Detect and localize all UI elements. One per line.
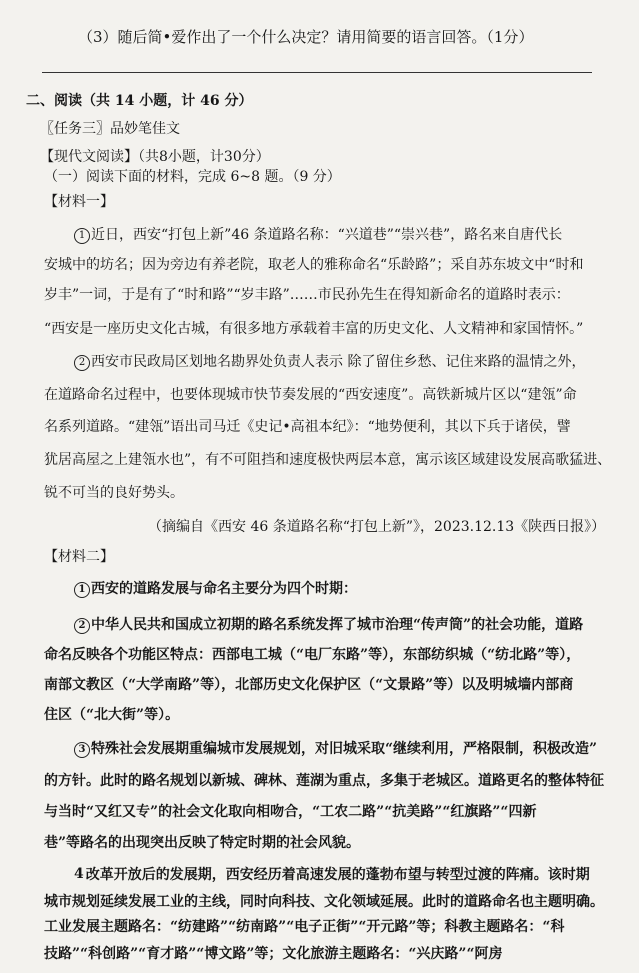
task-title: 〖任务三〗品妙笔佳文 <box>40 121 180 137</box>
paragraph-number: 1 <box>74 582 90 598</box>
modern-reading-title: 【现代文阅读】（共8小题，计30分） <box>40 149 270 165</box>
paragraph-number: 3 <box>74 742 90 758</box>
m2-p2-line-4: 住区（“北大街”等）。 <box>44 707 180 723</box>
m2-p1-line-1: 1 西安的道路发展与命名主要分为四个时期： <box>74 580 357 598</box>
material-one-label: 【材料一】 <box>44 194 114 210</box>
m2-p3-line-2: 的方针。此时的路名规划以新城、碑林、莲湖为重点，多集于老城区。道路更名的整体特征 <box>44 773 604 789</box>
section-heading: 二、阅读（共 14 小题，计 46 分） <box>26 93 253 109</box>
m1-p2-line-5: 锐不可当的良好势头。 <box>44 485 184 501</box>
m1-p2-line-4: 犹居高屋之上建瓴水也”，有不可阻挡和速度极快两层本意，寓示该区域建设发展高歌猛进、 <box>44 452 612 468</box>
m2-p4-line-1: 4 改革开放后的发展期，西安经历着高速发展的蓬勃布望与转型过渡的阵痛。该时期 <box>74 866 590 883</box>
m1-p1-line-1: 1 近日，西安“打包上新”46 条道路名称：“兴道巷”“崇兴巷”，路名来自唐代长 <box>74 226 562 244</box>
m1-p1-line-3: 岁丰”一词，于是有了“时和路”“岁丰路”……市民孙先生在得知新命名的道路时表示： <box>44 287 570 303</box>
answer-line <box>42 72 592 73</box>
m2-p4-line-2: 城市规划延续发展工业的主线，同时向科技、文化领域延展。此时的道路命名也主题明确。 <box>44 894 604 910</box>
paragraph-number: 4 <box>74 866 84 882</box>
m2-p2-line-2: 命名反映各个功能区特点：西部电工城（“电厂东路”等），东部纺织城（“纺北路”等）， <box>44 647 581 663</box>
m1-p2-line-3: 名系列道路。“建瓴”语出司马迁《史记•高祖本纪》：“地势便利，其以下兵于诸侯，譬 <box>44 419 571 435</box>
m2-p2-line-3: 南部文教区（“大学南路”等），北部历史文化保护区（“文景路”等）以及明城墙内部商 <box>44 677 574 693</box>
m2-p3-line-3: 与当时“又红又专”的社会文化取向相吻合，“工农二路”“抗美路”“红旗路”“四新 <box>44 804 537 820</box>
m1-p2-line-1: 2 西安市民政局区划地名勘界处负责人表示 除了留住乡愁、记住来路的温情之外， <box>74 353 585 371</box>
m1-p1-line-2: 安城中的坊名；因为旁边有养老院，取老人的雅称命名“乐龄路”；采自苏东坡文中“时和 <box>44 257 584 273</box>
m2-p3-line-4: 巷”等路名的出现突出反映了特定时期的社会风貌。 <box>44 835 361 851</box>
part-one-instruction: （一）阅读下面的材料，完成 6~8 题。（9 分） <box>44 169 341 185</box>
m2-p3-line-1: 3 特殊社会发展期重编城市发展规划，对旧城采取“继续利用，严格限制，积极改造” <box>74 740 597 758</box>
paragraph-number: 2 <box>74 618 90 634</box>
paragraph-number: 1 <box>74 228 90 244</box>
material-two-label: 【材料二】 <box>44 549 114 565</box>
m2-p4-line-4: 技路”“科创路”“育才路”“博文路”等；文化旅游主题路名：“兴庆路”“阿房 <box>44 946 503 962</box>
paragraph-number: 2 <box>74 355 90 371</box>
m1-p2-line-2: 在道路命名过程中，也要体现城市快节奏发展的“西安速度”。高铁新城片区以“建瓴”命 <box>44 387 577 403</box>
m2-p4-line-3: 工业发展主题路名：“纺建路”“纺南路”“电子正街”“开元路”等；科教主题路名：“科 <box>44 919 565 935</box>
m1-p1-line-4: “西安是一座历史文化古城，有很多地方承载着丰富的历史文化、人文精神和家国情怀。” <box>44 321 584 337</box>
question-3: （3）随后简•爱作出了一个什么决定？请用简要的语言回答。（1分） <box>78 28 534 46</box>
m2-p2-line-1: 2 中华人民共和国成立初期的路名系统发挥了城市治理“传声筒”的社会功能，道路 <box>74 616 583 634</box>
material-one-source: （摘编自《西安 46 条道路名称“打包上新”》，2023.12.13《陕西日报》） <box>148 519 606 535</box>
